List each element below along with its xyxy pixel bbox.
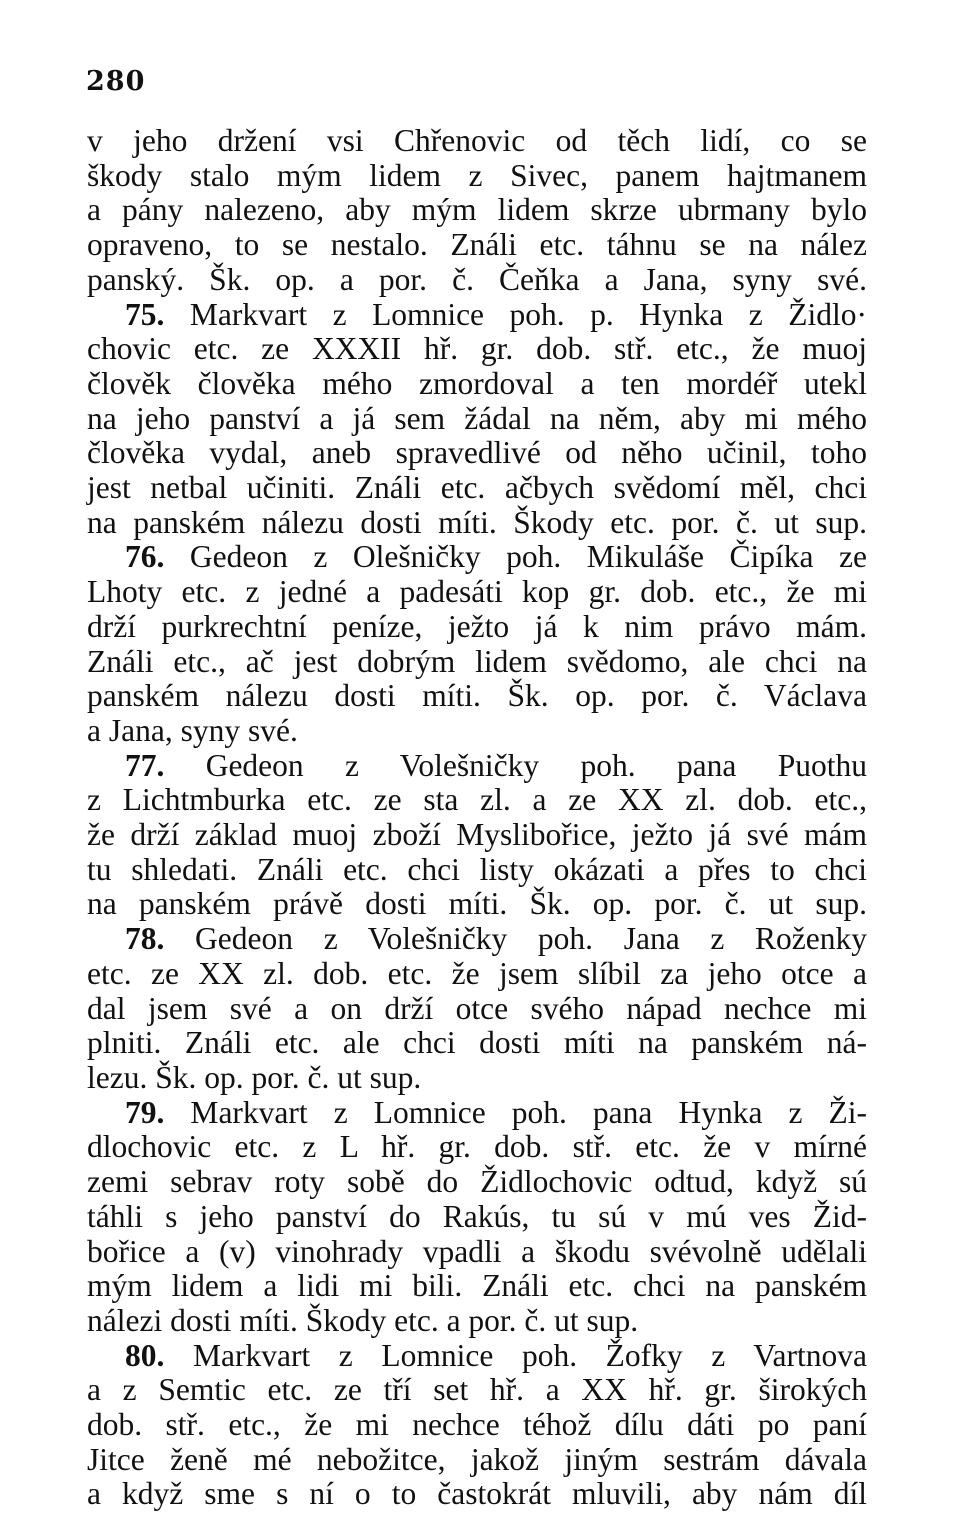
text-line bbox=[87, 506, 867, 541]
line-text: a z Semtic etc. ze tří set hř. a XX hř. gr. širokých bbox=[87, 1372, 867, 1408]
entry-number: 80. bbox=[125, 1337, 165, 1373]
text-line bbox=[87, 679, 867, 714]
text-line bbox=[87, 1373, 867, 1408]
entry-start-line bbox=[87, 298, 867, 333]
line-text: škody stalo mým lidem z Sivec, panem hajtmanem bbox=[87, 157, 867, 193]
line-text: chovic etc. ze XXXII hř. gr. dob. stř. etc., že muoj bbox=[87, 331, 867, 367]
text-line bbox=[87, 193, 867, 228]
line-text: tu shledati. Ználi etc. chci listy okázati a přes to chci bbox=[87, 851, 867, 887]
text-line bbox=[87, 575, 867, 610]
line-text: člověka vydal, aneb spravedlivé od něho učinil, toho bbox=[87, 435, 867, 471]
text-line bbox=[87, 1200, 867, 1235]
line-text: dob. stř. etc., že mi nechce téhož dílu dáti po paní bbox=[87, 1407, 867, 1443]
entry-number: 75. bbox=[125, 296, 165, 332]
line-text: drží purkrechtní peníze, ježto já k nim právo mám. bbox=[87, 608, 867, 644]
line-text: zemi sebrav roty sobě do Židlochovic odtud, když sú bbox=[87, 1164, 867, 1200]
line-text: Ználi etc., ač jest dobrým lidem svědomo, ale chci na bbox=[87, 643, 867, 679]
text-line bbox=[87, 645, 867, 680]
line-text: z Lichtmburka etc. ze sta zl. a ze XX zl. dob. etc., bbox=[87, 782, 867, 818]
text-line bbox=[87, 332, 867, 367]
entry-number: 77. bbox=[125, 747, 165, 783]
line-text: dal jsem své a on drží otce svého nápad nechce mi bbox=[87, 990, 867, 1026]
line-text: etc. ze XX zl. dob. etc. že jsem slíbil za jeho otce a bbox=[87, 955, 867, 991]
line-text: na panském nálezu dosti míti. Škody etc. por. č. ut sup. bbox=[87, 504, 867, 540]
text-line bbox=[87, 853, 867, 888]
text-line bbox=[87, 818, 867, 853]
line-text: Gedeon z Olešničky poh. Mikuláše Čipíka ze bbox=[164, 539, 867, 575]
line-text: Markvart z Lomnice poh. pana Hynka z Ži- bbox=[164, 1094, 867, 1130]
text-line bbox=[87, 159, 867, 194]
line-text: bořice a (v) vinohrady vpadli a škodu svévolně udělali bbox=[87, 1233, 867, 1269]
line-text: nálezi dosti míti. Škody etc. a por. č. ut sup. bbox=[87, 1302, 639, 1338]
text-line bbox=[87, 957, 867, 992]
text-line bbox=[87, 228, 867, 263]
line-text: opraveno, to se nestalo. Ználi etc. táhnu se na nález bbox=[87, 227, 867, 263]
line-text: Lhoty etc. z jedné a padesáti kop gr. dob. etc., že mi bbox=[87, 574, 867, 610]
line-text: táhli s jeho panství do Rakús, tu sú v mú ves Žid- bbox=[87, 1198, 867, 1234]
entry-start-line bbox=[87, 749, 867, 784]
line-text: panský. Šk. op. a por. č. Čeňka a Jana, syny své. bbox=[87, 261, 867, 297]
text-line bbox=[87, 714, 867, 749]
line-text: na jeho panství a já sem žádal na něm, aby mi mého bbox=[87, 400, 867, 436]
line-text: dlochovic etc. z L hř. gr. dob. stř. etc. že v mírné bbox=[87, 1129, 867, 1165]
line-text: Jitce ženě mé nebožitce, jakož jiným sestrám dávala bbox=[87, 1441, 867, 1477]
line-text: plniti. Ználi etc. ale chci dosti míti na panském ná- bbox=[87, 1025, 867, 1061]
text-line bbox=[87, 887, 867, 922]
entry-number: 78. bbox=[125, 921, 165, 957]
page-number: 280 bbox=[86, 66, 146, 97]
text-line bbox=[87, 610, 867, 645]
line-text: Markvart z Lomnice poh. Žofky z Vartnova bbox=[164, 1337, 867, 1373]
text-line bbox=[87, 1130, 867, 1165]
line-text: Gedeon z Volešničky poh. Jana z Roženky bbox=[164, 921, 867, 957]
text-line bbox=[87, 436, 867, 471]
entry-start-line bbox=[87, 1339, 867, 1374]
line-text: a pány nalezeno, aby mým lidem skrze ubrmany bylo bbox=[87, 192, 867, 228]
text-line bbox=[87, 1165, 867, 1200]
text-line bbox=[87, 1235, 867, 1270]
entry-start-line bbox=[87, 1096, 867, 1131]
text-line bbox=[87, 1304, 867, 1339]
line-text: Gedeon z Volešničky poh. pana Puothu bbox=[164, 747, 867, 783]
entry-start-line bbox=[87, 922, 867, 957]
line-text: jest netbal učiniti. Ználi etc. ačbych svědomí měl, chci bbox=[87, 470, 867, 506]
line-text: Markvart z Lomnice poh. p. Hynka z Židlo· bbox=[164, 296, 867, 332]
text-line bbox=[87, 1477, 867, 1512]
line-text: že drží základ muoj zboží Myslibořice, ježto já své mám bbox=[87, 817, 867, 853]
line-text: panském nálezu dosti míti. Šk. op. por. č. Václava bbox=[87, 678, 867, 714]
text-line bbox=[87, 1443, 867, 1478]
entry-start-line bbox=[87, 540, 867, 575]
entry-number: 76. bbox=[125, 539, 165, 575]
line-text: člověk člověka mého zmordoval a ten mordéř utekl bbox=[87, 365, 867, 401]
text-line bbox=[87, 263, 867, 298]
line-text: lezu. Šk. op. por. č. ut sup. bbox=[87, 1059, 422, 1095]
entry-number: 79. bbox=[125, 1094, 165, 1130]
text-line bbox=[87, 1269, 867, 1304]
line-text: v jeho držení vsi Chřenovic od těch lidí, co se bbox=[87, 123, 867, 158]
text-line bbox=[87, 367, 867, 402]
body-text bbox=[87, 124, 867, 1512]
text-line bbox=[87, 124, 867, 159]
line-text: na panském právě dosti míti. Šk. op. por. č. ut sup. bbox=[87, 886, 867, 922]
text-line bbox=[87, 992, 867, 1027]
text-line bbox=[87, 1026, 867, 1061]
text-line bbox=[87, 471, 867, 506]
line-text: a Jana, syny své. bbox=[87, 712, 298, 748]
text-line bbox=[87, 1408, 867, 1443]
line-text: mým lidem a lidi mi bili. Ználi etc. chci na panském bbox=[87, 1268, 867, 1304]
line-text: a když sme s ní o to častokrát mluvili, aby nám díl bbox=[87, 1476, 867, 1512]
text-line bbox=[87, 1061, 867, 1096]
text-line bbox=[87, 402, 867, 437]
text-line bbox=[87, 783, 867, 818]
